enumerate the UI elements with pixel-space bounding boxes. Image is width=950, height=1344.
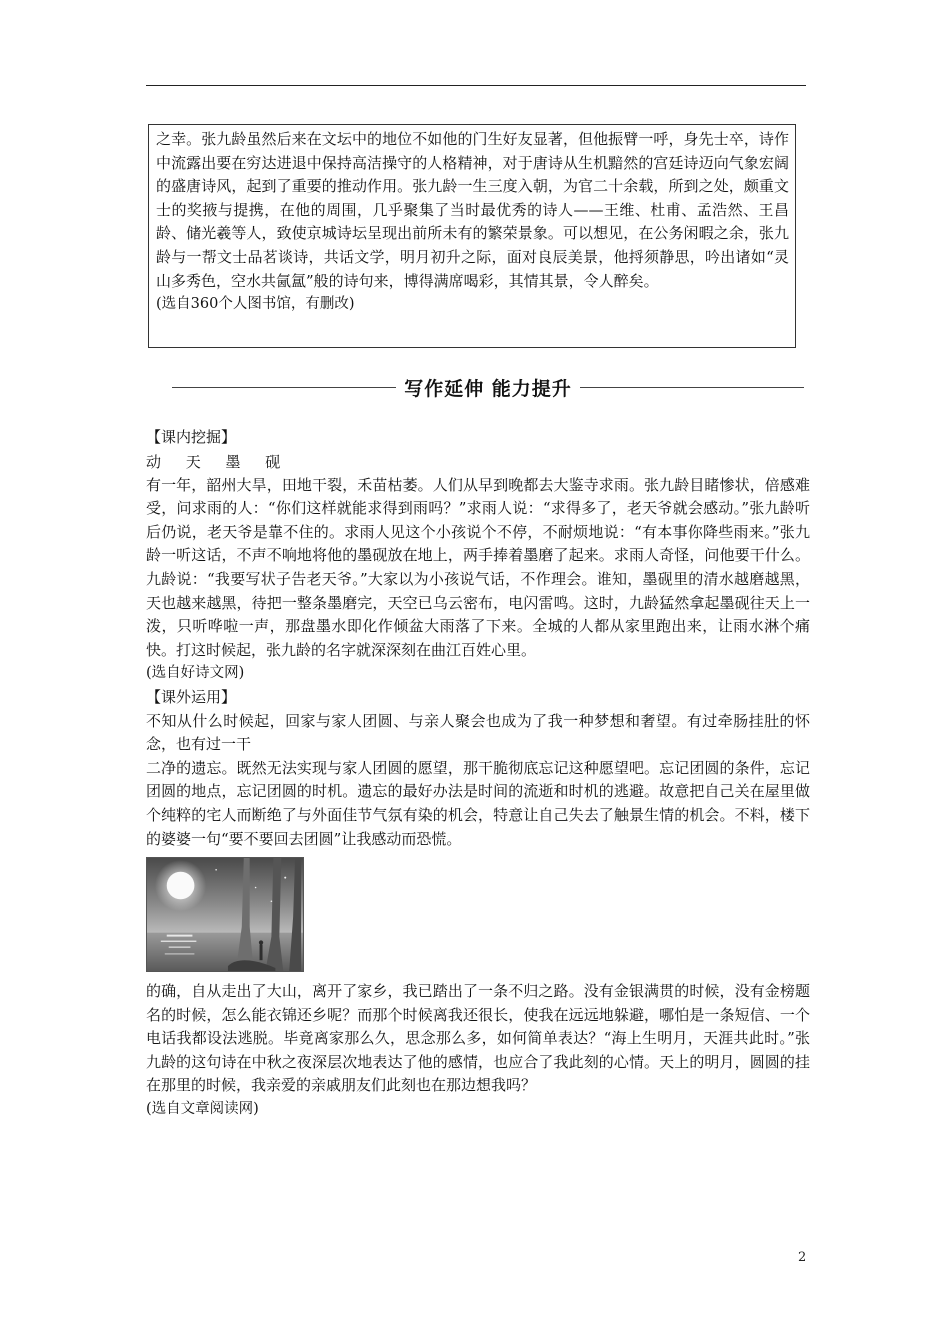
excerpt-text: 之幸。张九龄虽然后来在文坛中的地位不如他的门生好友显著，但他振臂一呼，身先士卒，诗作中流露出要在穷达进退中保持高洁操守的人格精神，对于唐诗从生机黯然的宫廷诗迈向气象宏阔的盛唐诗风，起到了重要的推动作用。张九龄一生三度入朝，为官二十余载，所到之处，颇重文士的奖掖与提携，在他的周围，几乎聚集了当时最优秀的诗人——王维、杜甫、孟浩然、王昌龄、储光羲等人，致使京城诗坛呈现出前所未有的繁荣景象。可以想见，在公务闲暇之余，张九龄与一帮文士品茗谈诗，共话文学，明月初升之际，面对良辰美景，他捋须静思，吟出诸如“灵山多秀色，空水共氤氲”般的诗句来，博得满席喝彩，其情其景，令人醉矣。 — [156, 130, 789, 290]
excerpt-source: (选自360个人图书馆，有删改) — [156, 296, 355, 313]
story-text: 有一年，韶州大旱，田地干裂，禾苗枯萎。人们从早到晚都去大鉴寺求雨。张九龄目睹惨状，倍感难受，问求雨的人：“你们这样就能求得到雨吗？”求雨人说：“求得多了，老天爷就会感动。”张九龄听后仍说，老天爷是靠不住的。求雨人见这个小孩说个不停，不耐烦地说：“有本事你降些雨来。”张九龄一听这话，不声不响地将他的墨砚放在地上，两手捧着墨磨了起来。求雨人奇怪，问他要干什么。九龄说：“我要写状子告老天爷。”大家以为小孩说气话，不作理会。谁知，墨砚里的清水越磨越黑，天也越来越黑，待把一整条墨磨完，天空已乌云密布，电闪雷鸣。这时，九龄猛然拿起墨砚往天上一泼，只听哗啦一声，那盘墨水即化作倾盆大雨落了下来。全城的人都从家里跑出来，让雨水淋个痛快。打这时候起，张九龄的名字就深深刻在曲江百姓心里。 — [146, 475, 810, 659]
section-title: 写作延伸 能力提升 — [404, 377, 572, 400]
main-content — [146, 426, 810, 1122]
heading-right-rule — [580, 387, 804, 388]
essay-para-2: 的确，自从走出了大山，离开了家乡，我已踏出了一条不归之路。没有金银满贯的时候，没有金榜题名的时候，怎么能衣锦还乡呢？而那个时候离我还很长，使我在远远地躲避，哪怕是一条短信、一个电话我都设法逃脱。毕竟离家那么久，思念那么多，如何简单表达？“海上生明月，天涯共此时。”张九龄的这句诗在中秋之夜深层次地表达了他的感情，也应合了我此刻的心情。天上的明月，圆圆的挂在那里的时候，我亲爱的亲戚朋友们此刻也在那边想我吗？ — [146, 982, 810, 1095]
out-class-tag: 【课外运用】 — [146, 687, 237, 706]
moonlit-sea-illustration-icon — [146, 857, 304, 972]
story-title: 动 天 墨 砚 — [146, 452, 291, 471]
section-heading — [172, 370, 804, 404]
boxed-excerpt — [148, 124, 796, 348]
story-source: (选自好诗文网) — [146, 665, 245, 682]
in-class-tag: 【课内挖掘】 — [146, 428, 237, 446]
essay-source: (选自文章阅读网) — [146, 1101, 259, 1118]
header-rule — [146, 85, 806, 86]
essay-para-1a: 不知从什么时候起，回家与家人团圆、与亲人聚会也成为了我一种梦想和奢望。有过牵肠挂肚的怀念，也有过一干 — [146, 711, 810, 754]
essay-para-1b: 二净的遗忘。既然无法实现与家人团圆的愿望，那干脆彻底忘记这种愿望吧。忘记团圆的条件，忘记团圆的地点，忘记团圆的时机。遗忘的最好办法是时间的流逝和时机的逃避。故意把自己关在屋里做个纯粹的宅人而断绝了与外面佳节气氛有染的机会，特意让自己失去了触景生情的机会。不料，楼下的婆婆一句“要不要回去团圆”让我感动而恐慌。 — [146, 758, 810, 848]
heading-left-rule — [172, 387, 396, 388]
page-number: 2 — [798, 1250, 807, 1265]
